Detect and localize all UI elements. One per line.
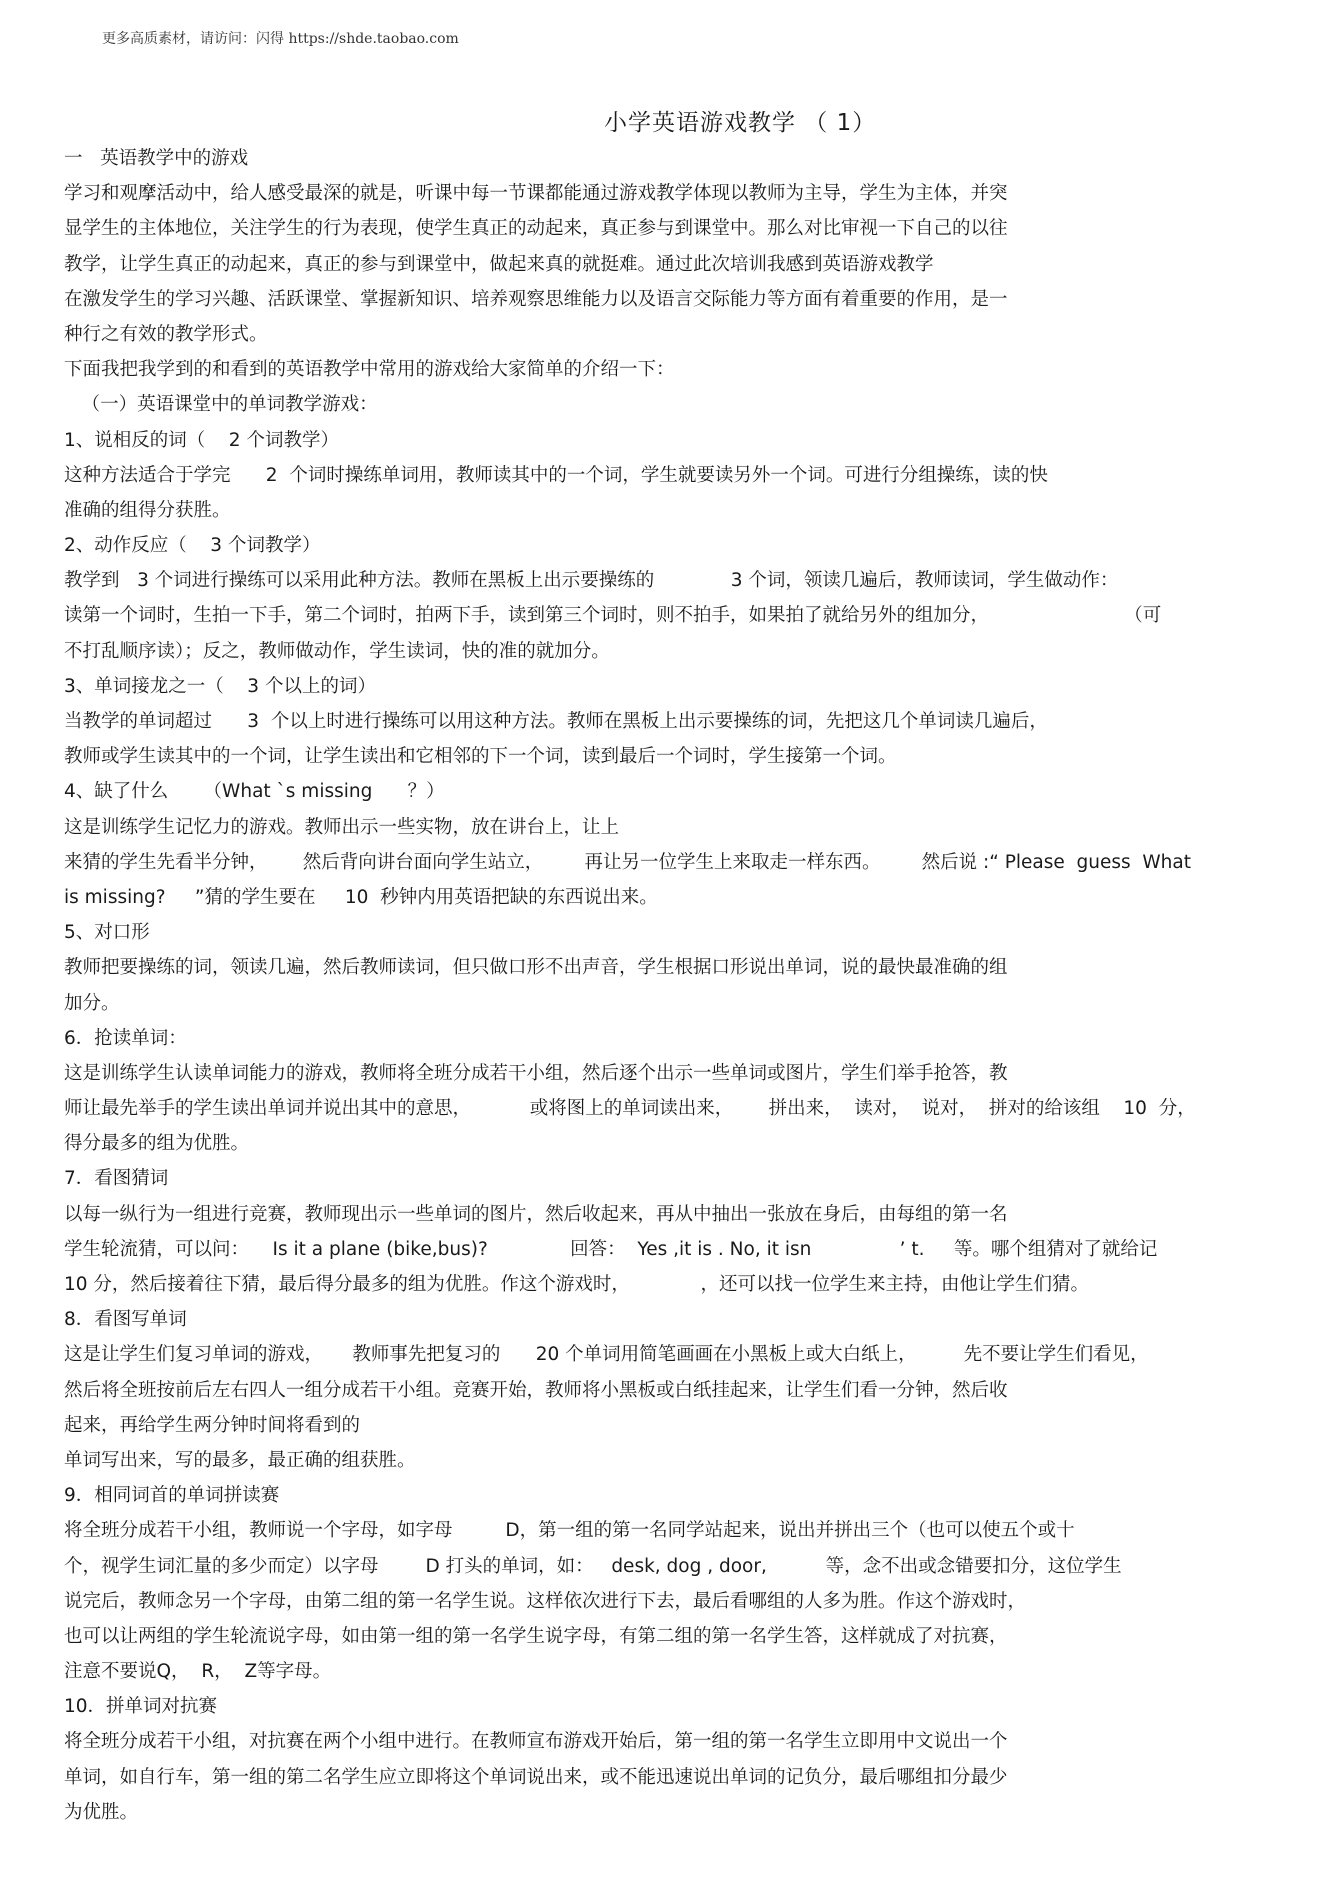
paragraph-line: 以每一纵行为一组进行竞赛，教师现出示一些单词的图片，然后收起来，再从中抽出一张放在身后，由每组的第一名 [64, 1203, 1008, 1225]
paragraph-line: 得分最多的组为优胜。 [64, 1133, 250, 1155]
paragraph-line: 在激发学生的学习兴趣、活跃课堂、掌握新知识、培养观察思维能力以及语言交际能力等方面有着重要的作用，是一 [64, 288, 1008, 310]
section-heading: 一 英语教学中的游戏 [64, 148, 249, 169]
item-heading: 7．看图猜词 [64, 1168, 169, 1190]
paragraph-line: 教师或学生读其中的一个词，让学生读出和它相邻的下一个词，读到最后一个词时，学生接第一个词。 [64, 746, 897, 768]
paragraph-line: 教学，让学生真正的动起来，真正的参与到课堂中，做起来真的就挺难。通过此次培训我感到英语游戏教学 [64, 253, 934, 275]
item-heading: 4、缺了什么 （What `s missing ？） [64, 781, 445, 803]
paragraph-line: 这是训练学生记忆力的游戏。教师出示一些实物，放在讲台上，让上 [64, 816, 620, 838]
paragraph-line: 加分。 [64, 992, 120, 1014]
paragraph-line: 然后将全班按前后左右四人一组分成若干小组。竞赛开始，教师将小黑板或白纸挂起来，让学生们看一分钟，然后收 [64, 1379, 1008, 1401]
paragraph-line: 读第一个词时，生拍一下手，第二个词时，拍两下手，读到第三个词时，则不拍手，如果拍了就给另外的组加分， （可 [64, 605, 1162, 627]
paragraph-line: 学生轮流猜，可以问： Is it a plane (bike,bus)? 回答： Yes ,it is . No, it isn ’ t. 等。哪个组猜对了就给记 [64, 1238, 1158, 1260]
paragraph-line: is missing? ”猜的学生要在 10 秒钟内用英语把缺的东西说出来。 [64, 886, 658, 908]
header-note: 更多高质素材，请访问：闪得 https://shde.taobao.com [102, 31, 459, 47]
item-heading: 8．看图写单词 [64, 1309, 187, 1331]
item-heading: 10．拼单词对抗赛 [64, 1696, 218, 1718]
paragraph-line: 不打乱顺序读）；反之，教师做动作，学生读词，快的准的就加分。 [64, 640, 610, 662]
paragraph-line: 单词，如自行车，第一组的第二名学生应立即将这个单词说出来，或不能迅速说出单词的记负分，最后哪组扣分最少 [64, 1766, 1008, 1788]
paragraph-line: 将全班分成若干小组，教师说一个字母，如字母 D，第一组的第一名同学站起来，说出并拼出三个（也可以使五个或十 [64, 1520, 1075, 1542]
paragraph-line: 学习和观摩活动中，给人感受最深的就是，听课中每一节课都能通过游戏教学体现以教师为主导，学生为主体，并突 [64, 183, 1008, 205]
subsection-heading: （一）英语课堂中的单词教学游戏： [64, 394, 378, 416]
item-heading: 3、单词接龙之一（ 3 个以上的词） [64, 675, 376, 697]
paragraph-line: 将全班分成若干小组，对抗赛在两个小组中进行。在教师宣布游戏开始后，第一组的第一名学生立即用中文说出一个 [64, 1731, 1008, 1753]
paragraph-line: 下面我把我学到的和看到的英语教学中常用的游戏给大家简单的介绍一下： [64, 359, 675, 381]
document-body [64, 141, 1284, 1830]
paragraph-line: 教学到 3 个词进行操练可以采用此种方法。教师在黑板上出示要操练的 3 个词，领读几遍后，教师读词，学生做动作： [64, 570, 1119, 592]
item-heading: 2、动作反应（ 3 个词教学） [64, 535, 321, 557]
paragraph-line: 10 分，然后接着往下猜，最后得分最多的组为优胜。作这个游戏时， ，还可以找一位学生来主持，由他让学生们猜。 [64, 1274, 1089, 1295]
paragraph-line: 说完后，教师念另一个字母，由第二组的第一名学生说。这样依次进行下去，最后看哪组的人多为胜。作这个游戏时， [64, 1590, 1027, 1612]
paragraph-line: 教师把要操练的词，领读几遍，然后教师读词，但只做口形不出声音，学生根据口形说出单词，说的最快最准确的组 [64, 957, 1008, 979]
paragraph-line: 种行之有效的教学形式。 [64, 323, 268, 345]
paragraph-line: 准确的组得分获胜。 [64, 499, 231, 521]
paragraph-line: 也可以让两组的学生轮流说字母，如由第一组的第一名学生说字母，有第二组的第一名学生答，这样就成了对抗赛， [64, 1625, 1008, 1647]
item-heading: 1、说相反的词（ 2 个词教学） [64, 429, 339, 451]
paragraph-line: 个，视学生词汇量的多少而定）以字母 D 打头的单词，如： desk, dog , door, 等，念不出或念错要扣分，这位学生 [64, 1555, 1122, 1577]
paragraph-line: 当教学的单词超过 3 个以上时进行操练可以用这种方法。教师在黑板上出示要操练的词，先把这几个单词读几遍后， [64, 711, 1048, 732]
item-heading: 9．相同词首的单词拼读赛 [64, 1485, 280, 1507]
paragraph-line: 这是训练学生认读单词能力的游戏，教师将全班分成若干小组，然后逐个出示一些单词或图片，学生们举手抢答，教 [64, 1062, 1008, 1084]
paragraph-line: 这种方法适合于学完 2 个词时操练单词用，教师读其中的一个词，学生就要读另外一个词。可进行分组操练，读的快 [64, 464, 1048, 486]
paragraph-line: 来猜的学生先看半分钟， 然后背向讲台面向学生站立， 再让另一位学生上来取走一样东西。 然后说 :“ Please guess What [64, 851, 1191, 873]
paragraph-line: 师让最先举手的学生读出单词并说出其中的意思， 或将图上的单词读出来， 拼出来， 读对， 说对， 拼对的给该组 10 分， [64, 1098, 1196, 1120]
item-heading: 5、对口形 [64, 922, 150, 944]
page-title: 小学英语游戏教学 （ 1） [604, 110, 877, 136]
paragraph-line: 为优胜。 [64, 1801, 139, 1823]
paragraph-line: 这是让学生们复习单词的游戏， 教师事先把复习的 20 个单词用简笔画画在小黑板上或大白纸上， 先不要让学生们看见， [64, 1344, 1149, 1366]
paragraph-line: 单词写出来，写的最多，最正确的组获胜。 [64, 1449, 416, 1471]
paragraph-line: 起来，再给学生两分钟时间将看到的 [64, 1414, 361, 1436]
paragraph-line: 显学生的主体地位，关注学生的行为表现，使学生真正的动起来，真正参与到课堂中。那么对比审视一下自己的以往 [64, 218, 1008, 240]
item-heading: 6．抢读单词： [64, 1027, 187, 1049]
paragraph-line: 注意不要说Q， R， Z等字母。 [64, 1661, 332, 1683]
